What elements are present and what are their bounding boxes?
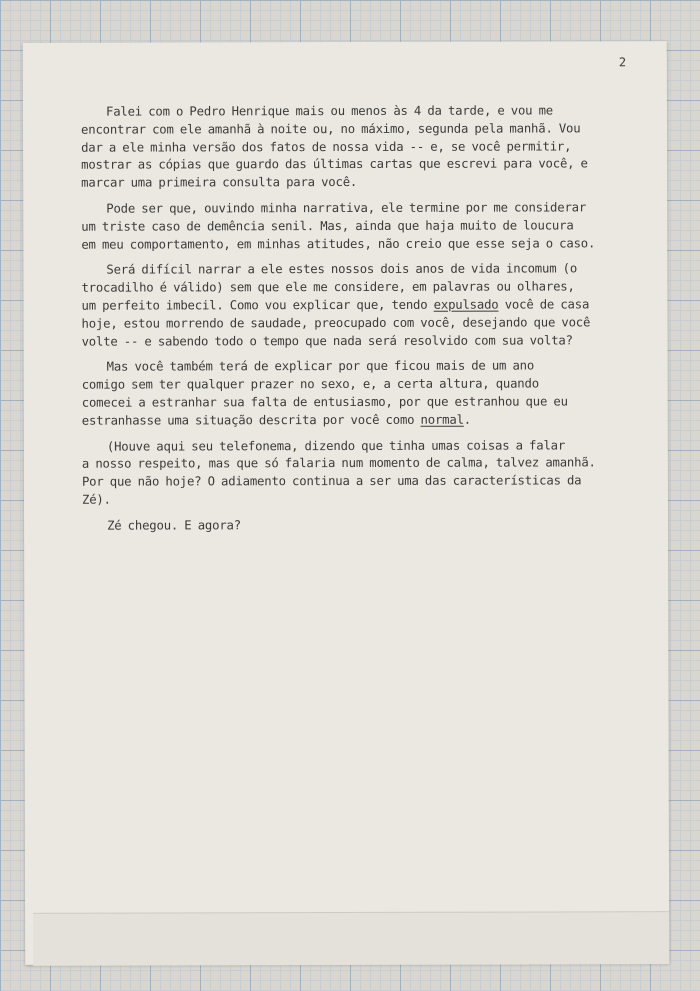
paragraph-1 <box>81 102 637 192</box>
text-line: (Houve aqui seu telefonema, dizendo que tinha umas coisas a falar <box>106 437 566 454</box>
text-line: Mas você também terá de explicar por que ficou mais de um ano <box>106 358 535 374</box>
text-line: Falei com o Pedro Henrique mais ou menos às 4 da tarde, e vou me <box>105 103 554 119</box>
text-segment: um perfeito imbecil. Como vou explicar que, tendo <box>81 297 434 313</box>
text-line: Pode ser que, ouvindo minha narrativa, ele termine por me considerar <box>106 200 587 216</box>
text-line: um triste caso de demência senil. Mas, ainda que haja muito de loucura <box>81 218 574 234</box>
text-line: Zé). <box>81 492 111 507</box>
letter-body <box>81 102 638 543</box>
paragraph-3 <box>81 261 637 351</box>
text-line: marcar uma primeira consulta para você. <box>81 175 358 190</box>
text-line: em meu comportamento, em minhas atitudes, não creio que esse seja o caso. <box>81 235 596 252</box>
typewritten-page <box>23 41 669 965</box>
text-line: encontrar com ele amanhã à noite ou, no máximo, segunda pela manhã. Vou <box>81 121 581 137</box>
text-line: comigo sem ter qualquer prazer no sexo, e, a certa altura, quando <box>81 376 539 392</box>
text-line: Zé chegou. E agora? <box>107 518 241 533</box>
text-line: mostrar as cópias que guardo das últimas cartas que escrevi para você, e <box>81 156 588 173</box>
text-line: trocadilho é válido) sem que ele me considere, em palavras ou olhares, <box>81 279 575 295</box>
paragraph-2 <box>81 199 637 254</box>
text-line: comecei a estranhar sua falta de entusiasmo, por que estranhou que eu <box>81 394 568 410</box>
text-line <box>81 296 637 315</box>
text-line: volte -- e sabendo todo o tempo que nada será resolvido com sua volta? <box>81 332 573 349</box>
text-line: hoje, estou morrendo de saudade, preocupado com você, desejando que você <box>81 315 591 331</box>
text-line: dar a ele minha versão dos fatos de nossa vida -- e, se você permitir, <box>81 139 572 155</box>
text-line <box>82 411 638 430</box>
text-segment: estranhasse uma situação descrita por você como <box>81 412 421 428</box>
text-line: Será difícil narrar a ele estes nossos dois anos de vida incomum (o <box>106 261 578 278</box>
text-segment: você de casa <box>498 297 590 312</box>
underlined-word: normal <box>420 412 464 427</box>
text-line: Por que não hoje? O adiamento continua a ser uma das características da <box>81 473 582 489</box>
text-line: a nosso respeito, mas que só falaria num momento de calma, talvez amanhã. <box>81 455 596 472</box>
paragraph-5 <box>82 437 638 510</box>
paragraph-4 <box>82 358 638 431</box>
page-number: 2 <box>618 55 627 70</box>
underlined-word: expulsado <box>433 297 499 312</box>
paragraph-6 <box>82 516 638 535</box>
text-segment: . <box>463 412 472 427</box>
